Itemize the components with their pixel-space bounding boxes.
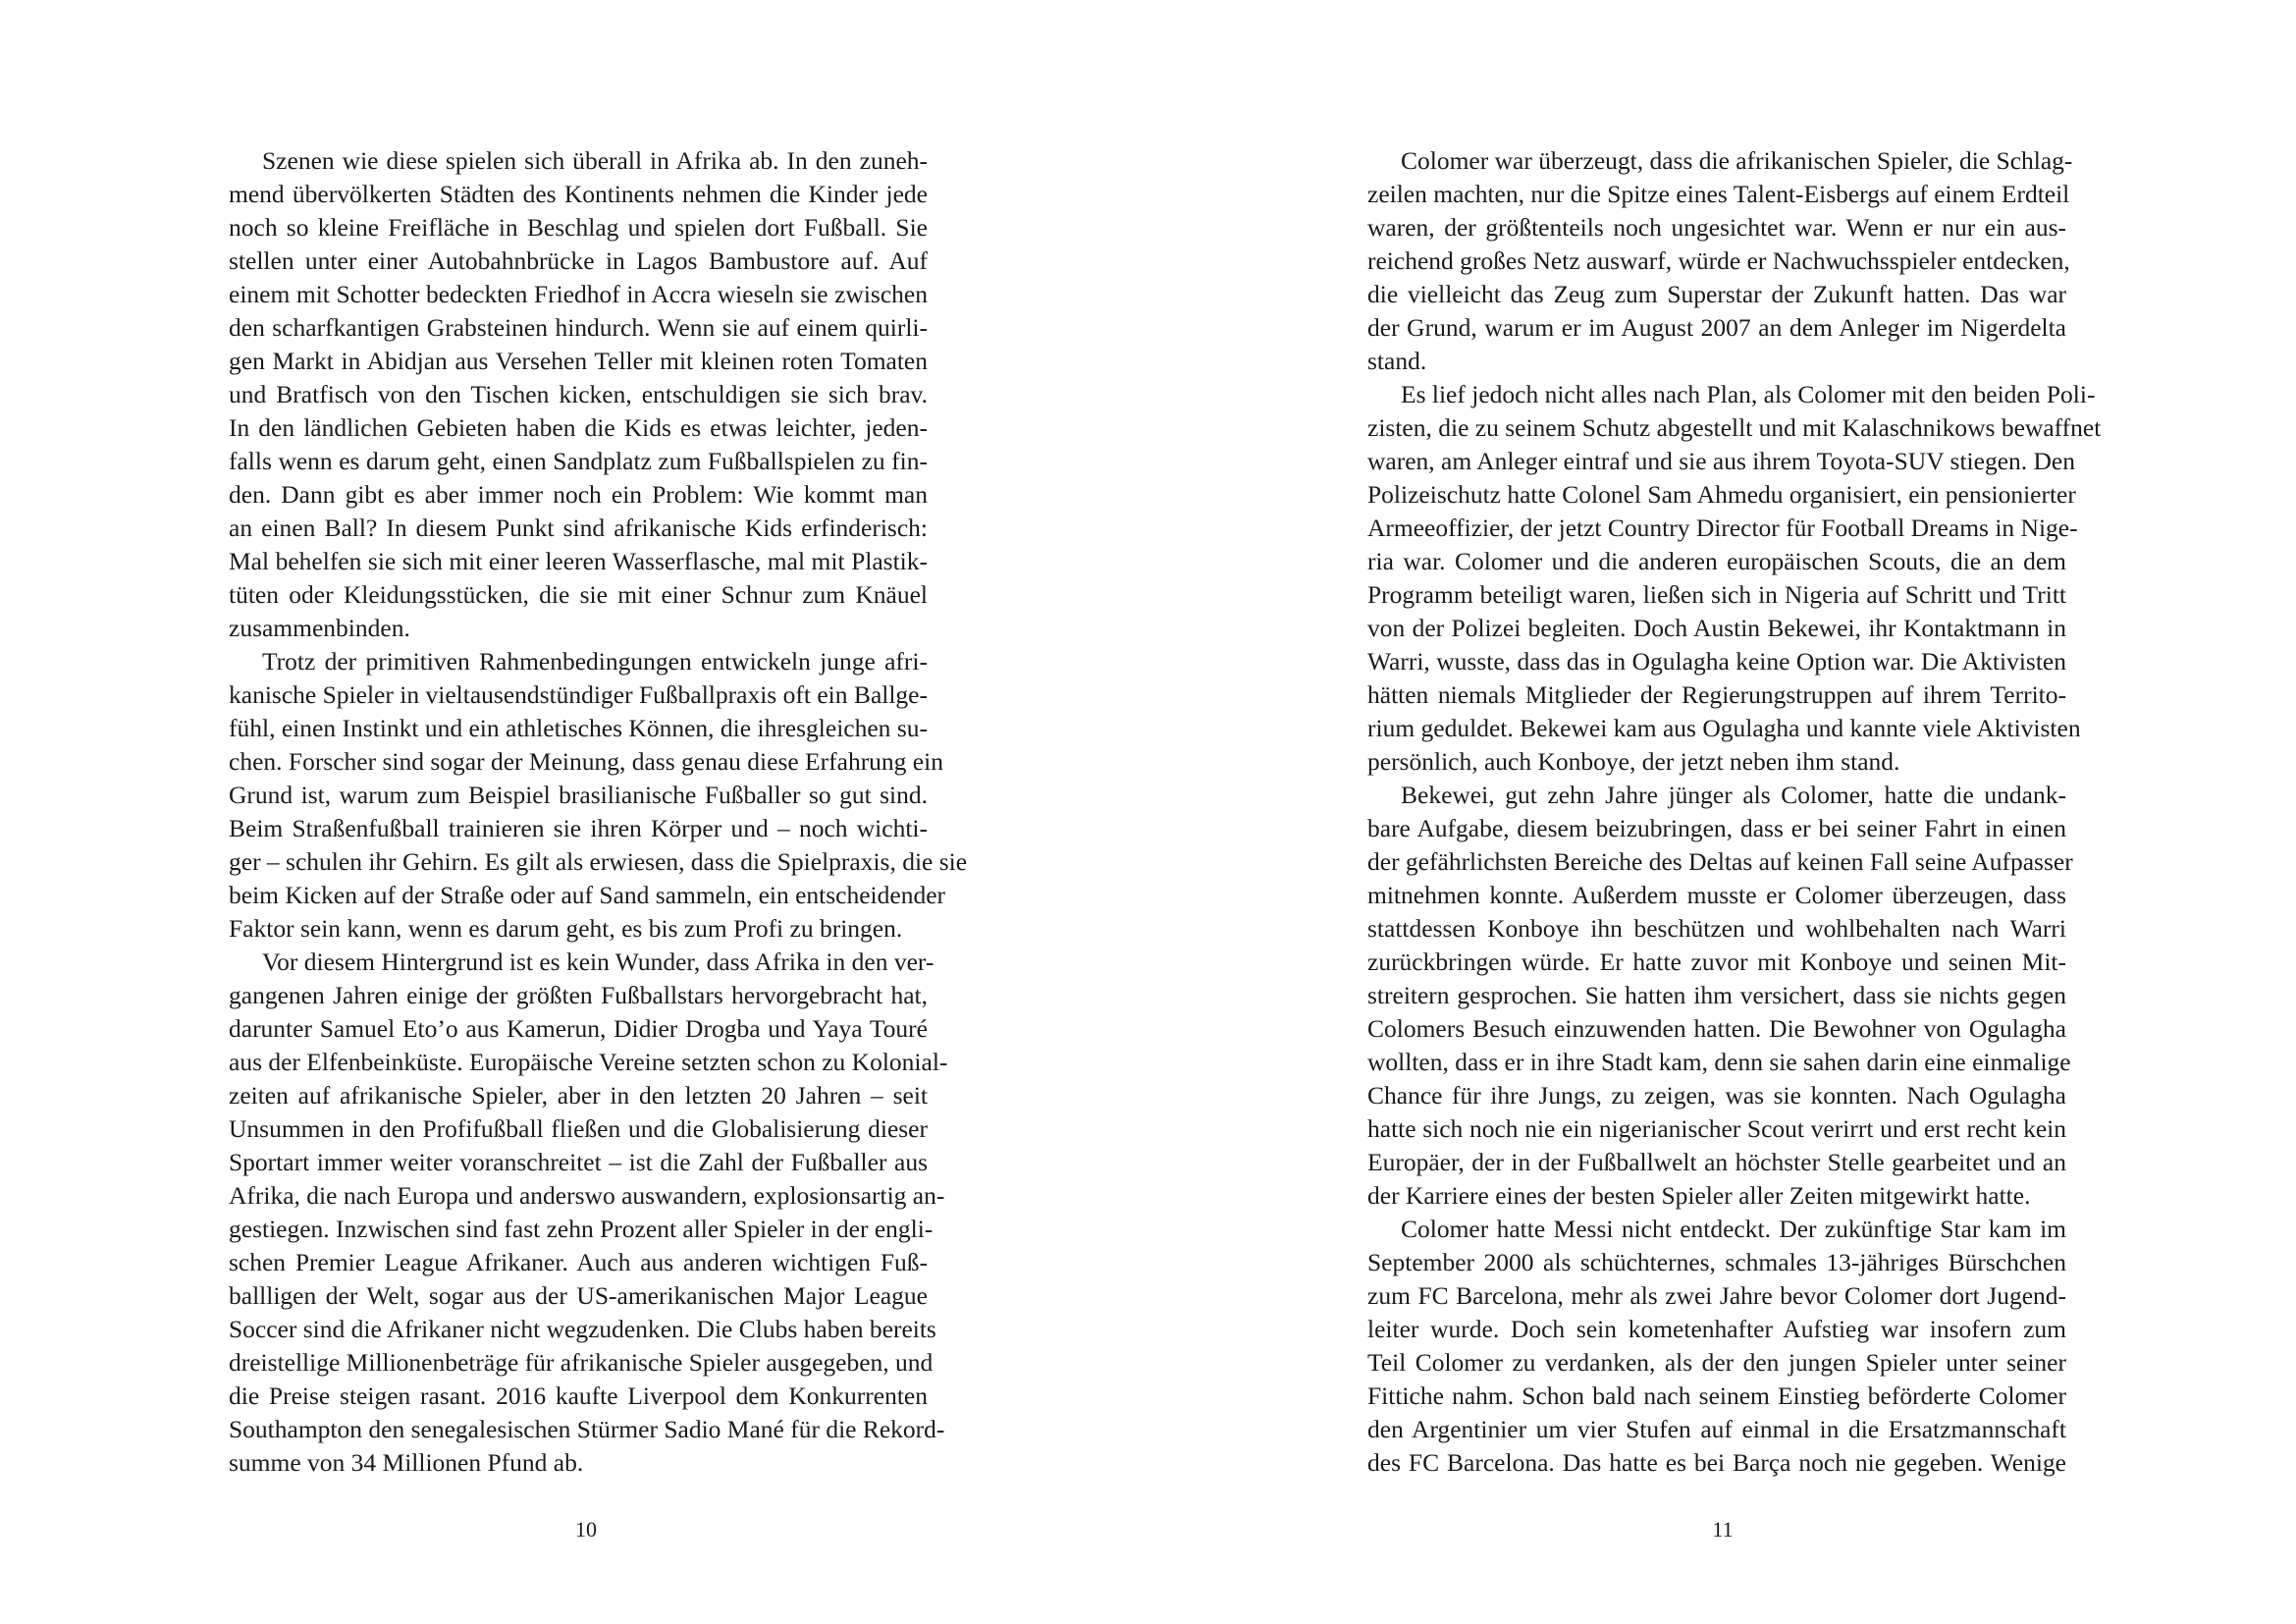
text-line: ria war. Colomer und die anderen europäischen Scouts, die an dem	[1367, 547, 2066, 575]
text-line: September 2000 als schüchternes, schmales 13-jähriges Bürschchen	[1367, 1248, 2066, 1276]
text-line: wollten, dass er in ihre Stadt kam, denn sie sahen darin eine einmalige	[1367, 1048, 2071, 1076]
text-line: Afrika, die nach Europa und anderswo auswandern, explosionsartig an-	[229, 1181, 945, 1210]
text-line: Armeeoffizier, der jetzt Country Director für Football Dreams in Nige-	[1367, 514, 2078, 542]
text-line: gestiegen. Inzwischen sind fast zehn Prozent aller Spieler in der engli-	[229, 1215, 934, 1243]
text-line: Unsummen in den Profifußball fließen und die Globalisierung dieser	[229, 1114, 928, 1143]
text-line: schen Premier League Afrikaner. Auch aus anderen wichtigen Fuß-	[229, 1248, 928, 1276]
text-line: zurückbringen würde. Er hatte zuvor mit Konboye und seinen Mit-	[1367, 947, 2066, 976]
text-line: Vor diesem Hintergrund ist es kein Wunder, dass Afrika in den ver-	[262, 947, 934, 976]
text-line: Colomers Besuch einzuwenden hatten. Die Bewohner von Ogulagha	[1367, 1014, 2066, 1043]
text-line: Teil Colomer zu verdanken, als der den jungen Spieler unter seiner	[1367, 1348, 2066, 1377]
text-line: waren, der größtenteils noch ungesichtet war. Wenn er nur ein aus-	[1367, 213, 2066, 242]
text-line: hätten niemals Mitglieder der Regierungstruppen auf ihrem Territo-	[1367, 680, 2066, 709]
text-line: Programm beteiligt waren, ließen sich in Nigeria auf Schritt und Tritt	[1367, 580, 2066, 609]
text-line: den scharfkantigen Grabsteinen hindurch. Wenn sie auf einem quirli-	[229, 313, 928, 342]
right-page-text	[1367, 144, 2102, 1480]
text-line: Colomer war überzeugt, dass die afrikanischen Spieler, die Schlag-	[1401, 146, 2073, 175]
text-line: reichend großes Netz auswarf, würde er Nachwuchsspieler entdecken,	[1367, 246, 2070, 275]
text-line: stand.	[1367, 347, 1427, 375]
text-line: bare Aufgabe, diesem beizubringen, dass er bei seiner Fahrt in einen	[1367, 814, 2066, 842]
text-line: Soccer sind die Afrikaner nicht wegzudenken. Die Clubs haben bereits	[229, 1315, 936, 1343]
text-line: fühl, einen Instinkt und ein athletisches Können, die ihresgleichen su-	[229, 714, 928, 742]
text-line: Es lief jedoch nicht alles nach Plan, als Colomer mit den beiden Poli-	[1401, 380, 2096, 408]
text-line: Southampton den senegalesischen Stürmer Sadio Mané für die Rekord-	[229, 1415, 945, 1443]
text-line: hatte sich noch nie ein nigerianischer Scout verirrt und erst recht kein	[1367, 1114, 2066, 1143]
left-page-number: 10	[575, 1517, 597, 1542]
text-line: der Grund, warum er im August 2007 an dem Anleger im Nigerdelta	[1367, 313, 2066, 342]
text-line: falls wenn es darum geht, einen Sandplatz zum Fußballspielen zu fin-	[229, 447, 928, 475]
text-line: Trotz der primitiven Rahmenbedingungen entwickeln junge afri-	[262, 647, 928, 676]
text-line: zusammenbinden.	[229, 614, 410, 642]
text-line: stellen unter einer Autobahnbrücke in Lagos Bambustore auf. Auf	[229, 246, 928, 275]
text-line: von der Polizei begleiten. Doch Austin Bekewei, ihr Kontaktmann in	[1367, 614, 2066, 642]
text-line: Bekewei, gut zehn Jahre jünger als Colomer, hatte die undank-	[1401, 781, 2066, 809]
text-line: In den ländlichen Gebieten haben die Kids es etwas leichter, jeden-	[229, 413, 928, 442]
text-line: zum FC Barcelona, mehr als zwei Jahre bevor Colomer dort Jugend-	[1367, 1281, 2066, 1310]
text-line: Colomer hatte Messi nicht entdeckt. Der zukünftige Star kam im	[1401, 1215, 2066, 1243]
text-line: Beim Straßenfußball trainieren sie ihren Körper und – noch wichti-	[229, 814, 928, 842]
text-line: waren, am Anleger eintraf und sie aus ihrem Toyota-SUV stiegen. Den	[1367, 447, 2075, 475]
text-line: den. Dann gibt es aber immer noch ein Problem: Wie kommt man	[229, 480, 928, 509]
text-line: beim Kicken auf der Straße oder auf Sand sammeln, ein entscheidender	[229, 881, 946, 909]
text-line: mend übervölkerten Städten des Kontinents nehmen die Kinder jede	[229, 180, 928, 208]
text-line: zisten, die zu seinem Schutz abgestellt und mit Kalaschnikows bewaffnet	[1367, 413, 2102, 442]
text-line: an einen Ball? In diesem Punkt sind afrikanische Kids erfinderisch:	[229, 514, 928, 542]
text-line: ballligen der Welt, sogar aus der US-amerikanischen Major League	[229, 1281, 928, 1310]
text-line: Polizeischutz hatte Colonel Sam Ahmedu organisiert, ein pensionierter	[1367, 480, 2076, 509]
text-line: den Argentinier um vier Stufen auf einmal in die Ersatzmannschaft	[1367, 1415, 2066, 1443]
text-line: Fittiche nahm. Schon bald nach seinem Einstieg beförderte Colomer	[1367, 1381, 2066, 1410]
text-line: aus der Elfenbeinküste. Europäische Vereine setzten schon zu Kolonial-	[229, 1048, 948, 1076]
text-line: chen. Forscher sind sogar der Meinung, dass genau diese Erfahrung ein	[229, 747, 943, 776]
text-line: darunter Samuel Eto’o aus Kamerun, Didier Drogba und Yaya Touré	[229, 1014, 928, 1043]
text-line: leiter wurde. Doch sein kometenhafter Aufstieg war insofern zum	[1367, 1315, 2066, 1343]
text-line: einem mit Schotter bedeckten Friedhof in Accra wieseln sie zwischen	[229, 280, 928, 308]
text-line: Warri, wusste, dass das in Ogulagha keine Option war. Die Aktivisten	[1367, 647, 2066, 676]
right-page-number: 11	[1712, 1517, 1734, 1542]
text-line: der gefährlichsten Bereiche des Deltas auf keinen Fall seine Aufpasser	[1367, 847, 2073, 876]
text-line: die vielleicht das Zeug zum Superstar der Zukunft hatten. Das war	[1367, 280, 2066, 308]
text-line: tüten oder Kleidungsstücken, die sie mit einer Schnur zum Knäuel	[229, 580, 928, 609]
text-line: kanische Spieler in vieltausendstündiger Fußballpraxis oft ein Ballge-	[229, 680, 928, 709]
text-line: die Preise steigen rasant. 2016 kaufte Liverpool dem Konkurrenten	[229, 1381, 928, 1410]
text-line: mitnehmen konnte. Außerdem musste er Colomer überzeugen, dass	[1367, 881, 2066, 909]
text-line: rium geduldet. Bekewei kam aus Ogulagha und kannte viele Aktivisten	[1367, 714, 2081, 742]
text-line: Grund ist, warum zum Beispiel brasilianische Fußballer so gut sind.	[229, 781, 928, 809]
text-line: Sportart immer weiter voranschreitet – ist die Zahl der Fußballer aus	[229, 1148, 928, 1176]
text-line: streitern gesprochen. Sie hatten ihm versichert, dass sie nichts gegen	[1367, 981, 2066, 1009]
text-line: gen Markt in Abidjan aus Versehen Teller mit kleinen roten Tomaten	[229, 347, 928, 375]
left-page-text	[229, 144, 968, 1480]
text-line: gangenen Jahren einige der größten Fußballstars hervorgebracht hat,	[229, 981, 928, 1009]
text-line: summe von 34 Millionen Pfund ab.	[229, 1448, 584, 1477]
text-line: ger – schulen ihr Gehirn. Es gilt als erwiesen, dass die Spielpraxis, die sie	[229, 847, 968, 876]
text-line: Szenen wie diese spielen sich überall in Afrika ab. In den zuneh-	[262, 146, 928, 175]
text-line: Mal behelfen sie sich mit einer leeren Wasserflasche, mal mit Plastik-	[229, 547, 928, 575]
text-line: stattdessen Konboye ihn beschützen und wohlbehalten nach Warri	[1367, 914, 2066, 943]
text-line: Chance für ihre Jungs, zu zeigen, was sie konnten. Nach Ogulagha	[1367, 1081, 2066, 1110]
text-line: Faktor sein kann, wenn es darum geht, es bis zum Profi zu bringen.	[229, 914, 903, 943]
text-line: Europäer, der in der Fußballwelt an höchster Stelle gearbeitet und an	[1367, 1148, 2066, 1176]
text-line: zeiten auf afrikanische Spieler, aber in den letzten 20 Jahren – seit	[229, 1081, 928, 1110]
text-line: dreistellige Millionenbeträge für afrikanische Spieler ausgegeben, und	[229, 1348, 934, 1377]
text-line: der Karriere eines der besten Spieler aller Zeiten mitgewirkt hatte.	[1367, 1181, 2031, 1210]
text-line: noch so kleine Freifläche in Beschlag und spielen dort Fußball. Sie	[229, 213, 928, 242]
text-line: des FC Barcelona. Das hatte es bei Barça noch nie gegeben. Wenige	[1367, 1448, 2066, 1477]
text-line: persönlich, auch Konboye, der jetzt neben ihm stand.	[1367, 747, 1900, 776]
text-line: und Bratfisch von den Tischen kicken, entschuldigen sie sich brav.	[229, 380, 928, 408]
text-line: zeilen machten, nur die Spitze eines Talent-Eisbergs auf einem Erdteil	[1367, 180, 2070, 208]
